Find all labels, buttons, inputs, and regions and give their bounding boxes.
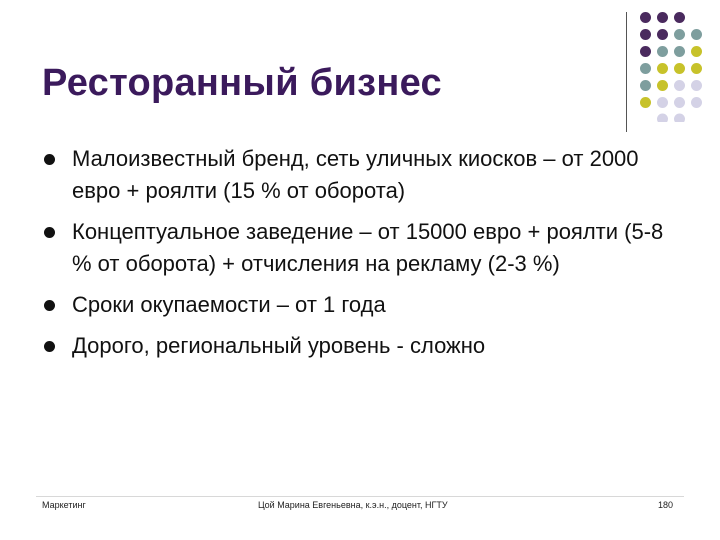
footer-divider (36, 496, 684, 497)
decor-dot-grid (640, 12, 720, 122)
bullet-text: Сроки окупаемости – от 1 года (72, 292, 386, 317)
decor-vertical-line (626, 12, 627, 132)
bullet-item (44, 330, 684, 362)
slide-title: Ресторанный бизнес (42, 62, 442, 104)
bullet-item (44, 216, 684, 280)
footer-course: Маркетинг (42, 500, 86, 510)
bullet-text: Малоизвестный бренд, сеть уличных киосков – от 2000 евро + роялти (15 % от оборота) (72, 146, 639, 203)
bullet-dot-icon (44, 300, 55, 311)
bullet-item (44, 143, 684, 207)
bullet-dot-icon (44, 227, 55, 238)
bullet-text: Концептуальное заведение – от 15000 евро + роялти (5-8 % от оборота) + отчисления на рекламу (2-3 %) (72, 219, 664, 276)
page-number: 180 (658, 500, 674, 510)
bullet-item (44, 289, 684, 321)
bullet-dot-icon (44, 154, 55, 165)
footer-author: Цой Марина Евгеньевна, к.э.н., доцент, НГТУ (258, 500, 448, 510)
bullet-list (44, 143, 684, 371)
bullet-dot-icon (44, 341, 55, 352)
bullet-text: Дорого, региональный уровень - сложно (72, 333, 486, 358)
